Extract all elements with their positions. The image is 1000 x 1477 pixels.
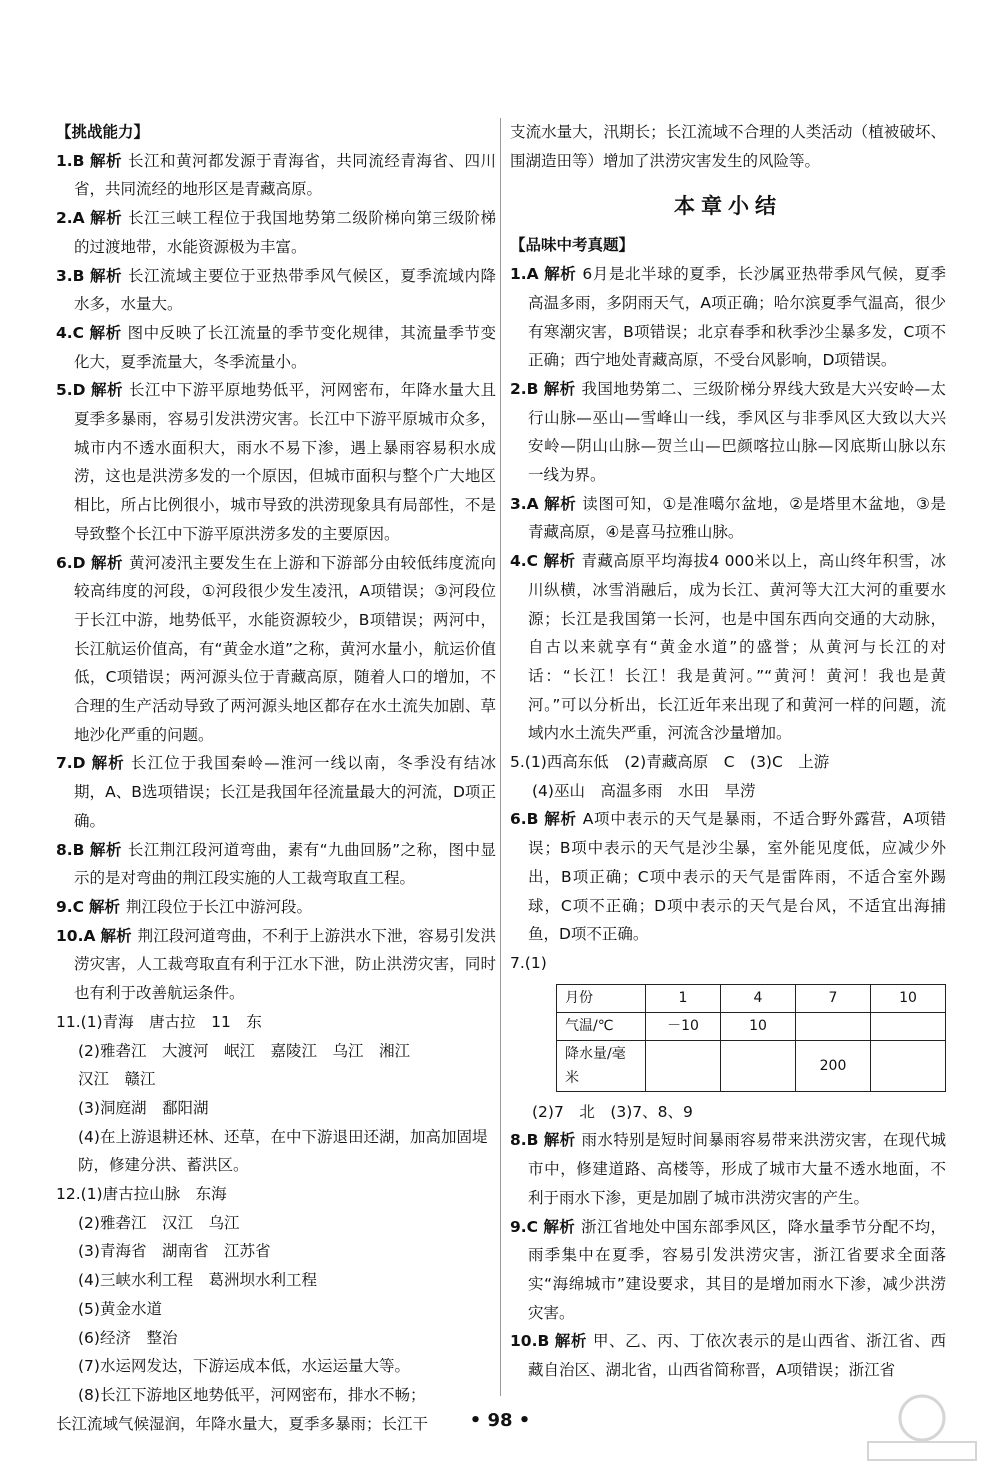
answer-letter: 9.C — [56, 897, 85, 916]
analysis-text: 雨水特别是短时间暴雨容易带来洪涝灾害，在现代城市中，修建道路、高楼等，形成了城市大量不透水地面，不利于雨水下渗，更是加剧了城市洪涝灾害的产生。 — [528, 1131, 946, 1207]
answer-item — [510, 260, 946, 375]
analysis-text: 读图可知，①是准噶尔盆地，②是塔里木盆地，③是青藏高原，④是喜马拉雅山脉。 — [528, 494, 946, 542]
table-row — [557, 1012, 946, 1040]
answer-letter: 1.B — [56, 151, 85, 170]
answer-item — [510, 490, 946, 547]
answer-item-12-tail: 长江流域气候湿润，年降水量大，夏季多暴雨；长江干 — [56, 1414, 429, 1433]
column-divider — [500, 118, 501, 1396]
answer-letter: 2.A — [56, 209, 85, 228]
answer-item-11: 11.(1)青海 唐古拉 11 东 — [56, 1012, 262, 1031]
analysis-label: 解析 — [543, 552, 576, 571]
table-cell — [871, 1040, 946, 1091]
table-cell: 气温/℃ — [557, 1012, 646, 1040]
answer-item-12: 12.(1)唐古拉山脉 东海 — [56, 1185, 227, 1204]
answer-letter: 8.B — [510, 1131, 539, 1150]
analysis-label: 解析 — [90, 381, 123, 400]
answer-item — [56, 147, 496, 204]
answer-list — [56, 147, 496, 1008]
answer-item-6 — [510, 805, 946, 949]
sub-answer: (2)雅砻江 大渡河 岷江 嘉陵江 乌江 湘江 — [78, 1041, 410, 1060]
analysis-label: 解析 — [89, 840, 122, 859]
answer-letter: 2.B — [510, 379, 539, 398]
sub-answer: 汉江 赣江 — [78, 1070, 156, 1089]
answer-item — [56, 893, 496, 922]
sub-answer: (4)在上游退耕还林、还草，在中下游退田还湖，加高加固堤防，修建分洪、蓄洪区。 — [78, 1127, 488, 1175]
answer-list-exam-b — [510, 1126, 946, 1384]
climate-table — [556, 984, 946, 1092]
spacer — [549, 1332, 555, 1350]
answer-letter: 10.A — [56, 926, 96, 945]
spacer — [86, 754, 92, 772]
answer-letter: 8.B — [56, 840, 85, 859]
analysis-label: 解析 — [100, 926, 132, 945]
answer-item — [56, 376, 496, 548]
analysis-label: 解析 — [543, 379, 576, 398]
analysis-label: 解析 — [89, 151, 122, 170]
answer-item — [510, 1327, 946, 1384]
answer-item-11-subs — [56, 1037, 496, 1181]
section-heading: 【挑战能力】 — [56, 123, 150, 141]
answer-item — [56, 922, 496, 1008]
spacer — [539, 1131, 544, 1149]
table-cell: 月份 — [557, 984, 646, 1012]
answer-letter: 5.D — [56, 381, 86, 400]
analysis-text: 甲、乙、丙、丁依次表示的是山西省、浙江省、西藏自治区、湖北省，山西省简称晋，A项错误；浙江省 — [528, 1332, 946, 1380]
analysis-text: 黄河凌汛主要发生在上游和下游部分由较低纬度流向较高纬度的河段，①河段很少发生凌汛，A项错误；③河段位于长江中游，地势低平，水能资源较少，B项错误；两河中，长江航运价值高，有“黄金水道”之称，黄河水量小，航运价值低，C项错误；两河源头位于青藏高原，随着人口的增加，不合理的生产活动导致了两河源头地区都存在水土流失加剧、草地沙化严重的问题。 — [74, 553, 496, 744]
table-cell: 200 — [796, 1040, 871, 1091]
table-cell — [871, 1012, 946, 1040]
page-number: • 98 • — [469, 1410, 531, 1431]
answer-item-12-subs — [56, 1209, 496, 1410]
table-cell: 10 — [721, 1012, 796, 1040]
analysis-text: A项中表示的天气是暴雨，不适合野外露营，A项错误；B项中表示的天气是沙尘暴，室外能见度低，应减少外出，B项正确；C项中表示的天气是雷阵雨，不适合室外踢球，C项不正确；D项中表示的天气是台风，不适宜出海捕鱼，D项不正确。 — [528, 810, 946, 944]
table-cell: 1 — [646, 984, 721, 1012]
analysis-text: 6月是北半球的夏季，长沙属亚热带季风气候，夏季高温多雨，多阴雨天气，A项正确；哈尔滨夏季气温高，很少有寒潮灾害，B项错误；北京春季和秋季沙尘暴多发，C项不正确；西宁地处青藏高原，不受台风影响，D项错误。 — [528, 265, 946, 370]
analysis-label: 解析 — [544, 810, 577, 829]
table-row — [557, 984, 946, 1012]
sub-answer: (7)水运网发达，下游运成本低，水运运量大等。 — [78, 1357, 410, 1376]
answer-item — [510, 547, 946, 748]
spacer — [84, 324, 89, 342]
analysis-label: 解析 — [554, 1332, 587, 1351]
sub-answer: (3)青海省 湖南省 江苏省 — [78, 1242, 271, 1261]
answer-letter: 10.B — [510, 1332, 550, 1351]
analysis-text: 长江三峡工程位于我国地势第二级阶梯向第三级阶梯的过渡地带，水能资源极为丰富。 — [74, 209, 496, 256]
sub-answer: (4)三峡水利工程 葛洲坝水利工程 — [78, 1271, 317, 1290]
answer-item — [56, 319, 496, 376]
table-cell — [796, 1012, 871, 1040]
sub-answer: (3)洞庭湖 鄱阳湖 — [78, 1098, 209, 1117]
section-heading-exam: 【品味中考真题】 — [510, 236, 635, 255]
analysis-label: 解析 — [544, 494, 577, 513]
table-cell: 降水量/毫米 — [557, 1040, 646, 1091]
analysis-text: 荆江段河道弯曲，不利于上游洪水下泄，容易引发洪涝灾害，人工裁弯取直有利于江水下泄，防止洪涝灾害，同时也有利于改善航运条件。 — [74, 926, 496, 1003]
answer-item — [56, 204, 496, 261]
table-cell: 10 — [871, 984, 946, 1012]
answer-item-5-sub: (4)巫山 高温多雨 水田 旱涝 — [532, 781, 756, 800]
answer-item — [56, 749, 496, 835]
analysis-text: 荆江段位于长江中游河段。 — [126, 897, 313, 916]
analysis-label: 解析 — [543, 1217, 576, 1236]
sub-answer: (6)经济 整治 — [78, 1328, 178, 1347]
continued-text: 支流水量大，汛期长；长江流域不合理的人类活动（植被破坏、围湖造田等）增加了洪涝灾害发生的风险等。 — [510, 123, 946, 170]
analysis-text: 长江流域主要位于亚热带季风气候区，夏季流域内降水多，水量大。 — [74, 266, 496, 314]
analysis-text: 长江位于我国秦岭—淮河一线以南，冬季没有结冰期，A、B选项错误；长江是我国年径流量最大的河流，D项正确。 — [74, 754, 496, 830]
answer-item — [510, 805, 946, 949]
sub-answer: (2)雅砻江 汉江 乌江 — [78, 1213, 240, 1232]
analysis-text: 青藏高原平均海拔4 000米以上，高山终年积雪，冰川纵横，冰雪消融后，成为长江、黄河等大江大河的重要水源；长江是我国第一长河，也是中国东西向交通的大动脉，自古以来就享有“黄金水道”的盛誉；从黄河与长江的对话：“长江！长江！我是黄河。”“黄河！黄河！我也是黄河。”可以分析出，长江近年来出现了和黄河一样的问题，流域内水土流失严重，河流含沙量增加。 — [528, 552, 946, 743]
answer-list-exam — [510, 260, 946, 748]
answer-letter: 4.C — [510, 552, 539, 571]
answer-letter: 6.D — [56, 553, 86, 572]
table-cell: －10 — [646, 1012, 721, 1040]
right-column — [510, 118, 946, 1385]
analysis-label: 解析 — [544, 265, 577, 284]
analysis-label: 解析 — [90, 209, 123, 228]
watermark-logo — [858, 1392, 986, 1464]
answer-item — [56, 549, 496, 750]
spacer — [539, 380, 544, 398]
sub-answer: (8)长江下游地区地势低平，河网密布，排水不畅； — [78, 1385, 426, 1404]
answer-item-7: 7.(1) — [510, 953, 547, 972]
answer-item-5: 5.(1)西高东低 (2)青藏高原 C (3)C 上游 — [510, 753, 830, 772]
answer-item — [510, 1126, 946, 1212]
table-cell: 4 — [721, 984, 796, 1012]
answer-item — [56, 262, 496, 319]
answer-item — [510, 375, 946, 490]
analysis-label: 解析 — [89, 897, 121, 916]
answer-letter: 1.A — [510, 265, 539, 284]
table-row — [557, 1040, 946, 1091]
table-cell: 7 — [796, 984, 871, 1012]
answer-item-7-sub: (2)7 北 (3)7、8、9 — [532, 1102, 693, 1121]
analysis-text: 长江中下游平原地势低平，河网密布，年降水量大且夏季多暴雨，容易引发洪涝灾害。长江中下游平原城市众多，城市内不透水面积大，雨水不易下渗，遇上暴雨容易积水成涝，这也是洪涝多发的一个原因，但城市面积与整个广大地区相比，所占比例很小，城市导致的洪涝现象具有局部性，不是导致整个长江中下游平原洪涝多发的主要原因。 — [74, 381, 496, 543]
analysis-label: 解析 — [89, 266, 122, 285]
answer-letter: 3.B — [56, 266, 85, 285]
analysis-label: 解析 — [91, 754, 125, 773]
analysis-text: 长江荆江段河道弯曲，素有“九曲回肠”之称，图中显示的是对弯曲的荆江段实施的人工裁弯取直工程。 — [74, 840, 496, 888]
left-column — [56, 118, 496, 1438]
answer-letter: 9.C — [510, 1217, 539, 1236]
analysis-text: 图中反映了长江流量的季节变化规律，其流量季节变化大，夏季流量大，冬季流量小。 — [74, 323, 496, 371]
answer-item — [56, 836, 496, 893]
answer-letter: 6.B — [510, 810, 539, 829]
answer-item — [510, 1213, 946, 1328]
analysis-text: 长江和黄河都发源于青海省，共同流经青海省、四川省，共同流经的地形区是青藏高原。 — [74, 151, 496, 199]
analysis-label: 解析 — [90, 553, 123, 572]
chapter-summary-title: 本章小结 — [674, 194, 782, 219]
analysis-label: 解析 — [89, 323, 122, 342]
analysis-text: 我国地势第二、三级阶梯分界线大致是大兴安岭—太行山脉—巫山—雪峰山一线，季风区与非季风区大致以大兴安岭—阴山山脉—贺兰山—巴颜喀拉山脉—冈底斯山脉以东一线为界。 — [528, 379, 946, 485]
answer-letter: 4.C — [56, 323, 85, 342]
answer-letter: 3.A — [510, 494, 539, 513]
answer-letter: 7.D — [56, 754, 86, 773]
analysis-label: 解析 — [543, 1131, 576, 1150]
table-cell — [721, 1040, 796, 1091]
sub-answer: (5)黄金水道 — [78, 1299, 162, 1318]
analysis-text: 浙江省地处中国东部季风区，降水量季节分配不均，雨季集中在夏季，容易引发洪涝灾害，浙江省要求全面落实“海绵城市”建设要求，其目的是增加雨水下渗，减少洪涝灾害。 — [528, 1217, 946, 1322]
table-cell — [646, 1040, 721, 1091]
